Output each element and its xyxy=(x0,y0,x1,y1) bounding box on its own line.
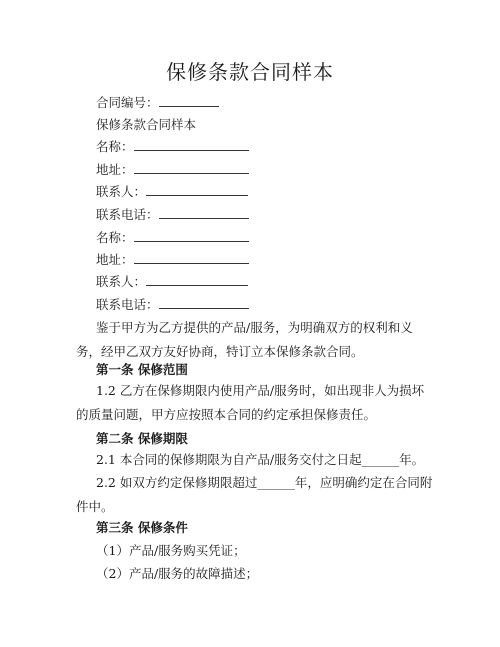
contract-number-blank xyxy=(159,94,219,107)
party-a-name-blank xyxy=(134,138,249,151)
party-a-address-line xyxy=(96,161,249,179)
document-subtitle: 保修条款合同样本 xyxy=(96,117,197,132)
party-b-address-blank xyxy=(134,251,249,264)
party-a-name-label: 名称： xyxy=(96,139,134,154)
article-3-item-2: （2）产品/服务的故障描述； xyxy=(96,566,259,581)
party-b-address-line xyxy=(96,251,249,269)
article-2-heading: 第二条 保修期限 xyxy=(96,431,188,446)
party-b-name-blank xyxy=(134,229,249,242)
party-b-phone-label: 联系电话： xyxy=(96,297,159,312)
article-3-item-1: （1）产品/服务购买凭证； xyxy=(96,543,246,558)
party-a-phone-line xyxy=(96,206,249,224)
party-b-contact-line xyxy=(96,273,248,291)
party-b-name-label: 名称： xyxy=(96,230,134,245)
party-b-contact-blank xyxy=(146,273,248,286)
party-a-contact-line xyxy=(96,183,248,201)
article-1-clause-1-2: 1.2 乙方在保修期限内使用产品/服务时，如出现非人为损坏的质量问题，甲方应按照本合同的约定承担保修责任。 xyxy=(76,383,425,422)
contract-number-line xyxy=(96,94,219,112)
party-b-phone-blank xyxy=(159,296,249,309)
party-b-phone-line xyxy=(96,296,249,314)
party-a-name-line xyxy=(96,138,249,156)
party-a-address-blank xyxy=(134,161,249,174)
article-2-clause-2-1: 2.1 本合同的保修期限为自产品/服务交付之日起______年。 xyxy=(96,452,425,467)
contract-number-label: 合同编号： xyxy=(96,95,159,110)
document-title: 保修条款合同样本 xyxy=(166,60,334,84)
article-2-clause-2-2: 2.2 如双方约定保修期限超过______年，应明确约定在合同附件中。 xyxy=(76,475,433,514)
party-b-contact-label: 联系人： xyxy=(96,274,147,289)
intro-paragraph: 鉴于甲方为乙方提供的产品/服务，为明确双方的权利和义务，经甲乙双方友好协商，特订立本保修条款合同。 xyxy=(76,320,413,359)
party-b-address-label: 地址： xyxy=(96,252,134,267)
party-b-name-line xyxy=(96,229,249,247)
party-a-address-label: 地址： xyxy=(96,162,134,177)
party-a-phone-label: 联系电话： xyxy=(96,207,159,222)
party-a-contact-label: 联系人： xyxy=(96,184,147,199)
party-a-phone-blank xyxy=(159,206,249,219)
party-a-contact-blank xyxy=(146,183,248,196)
article-1-heading: 第一条 保修范围 xyxy=(96,362,188,377)
article-3-heading: 第三条 保修条件 xyxy=(96,520,188,535)
